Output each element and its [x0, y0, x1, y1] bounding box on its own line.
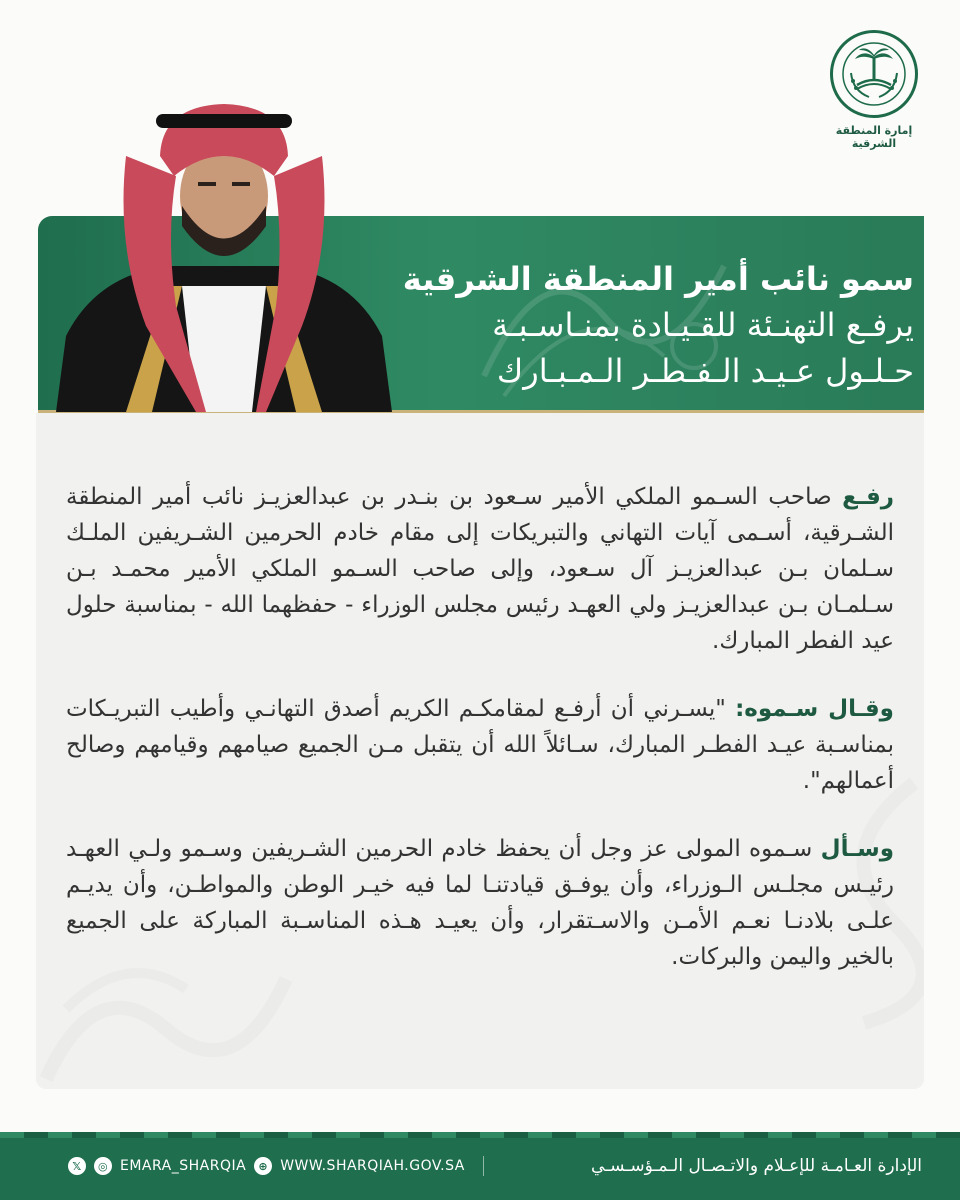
paragraph-lead: وسـأل [820, 836, 894, 862]
article-body [66, 479, 894, 1007]
paragraph-text: سـموه المولى عز وجل أن يحفظ خادم الحرمين الشـريفين وسـمو ولـي العهـد رئيـس مجلـس الـوزراء، وأن يوفـق قيادتنـا لما فيه خيـر الوطن والمواطـن، وأن يديـم علـى بلادنـا نعـم الأمـن والاسـتقرار، وأن يعيـد هـذه المناسـبة المباركة على الجميع بالخير واليمن والبركات. [66, 836, 894, 970]
paragraph-1 [66, 479, 894, 659]
x-icon[interactable]: 𝕏 [68, 1157, 86, 1175]
headline-line-1: سمو نائب أمير المنطقة الشرقية [402, 260, 914, 298]
footer-content [68, 1152, 922, 1180]
social-handle[interactable]: EMARA_SHARQIA [120, 1158, 247, 1174]
headline-line-2: يرفـع التهنـئة للقـيـادة بمنـاسـبـة [492, 306, 914, 344]
website-link[interactable]: WWW.SHARQIAH.GOV.SA [280, 1158, 465, 1174]
paragraph-3 [66, 831, 894, 975]
paragraph-text: صاحب السـمو الملكي الأمير سـعود بن بنـدر بن عبدالعزيـز نائب أمير المنطقة الشـرقية، أسـمى آيات التهاني والتبريكات إلى مقام خادم الحرمين الشـريفين الملـك سـلمان بـن عبدالعزيـز آل سـعود، وإلى صاحب السـمو الملكي الأمير محمـد بـن سـلمـان بـن عبدالعزيـز ولي العهـد رئيس مجلس الوزراء - حفظهما الله - بمناسبة حلول عيد الفطر المبارك. [66, 484, 894, 654]
emirate-logo [824, 30, 924, 150]
instagram-icon[interactable]: ◎ [94, 1157, 112, 1175]
paragraph-lead: رفـع [842, 484, 894, 510]
headline [394, 256, 914, 394]
article-card [36, 413, 924, 1089]
headline-line-3: حـلـول عـيـد الـفـطـر الـمـبـارك [496, 352, 914, 390]
footer-contacts [68, 1156, 494, 1176]
paragraph-2 [66, 691, 894, 799]
footer-pattern [0, 1132, 960, 1138]
paragraph-text: "يسـرني أن أرفـع لمقامكـم الكريم أصدق التهانـي وأطيب التبريـكات بمناسـبة عيـد الفطـر المبارك، سـائلاً الله أن يتقبل مـن الجميع صيامهم وقيامهم وصالح أعمالهم". [66, 696, 894, 794]
official-portrait [56, 96, 392, 412]
paragraph-lead: وقـال سـموه: [735, 696, 894, 722]
logo-caption: إمارة المنطقة الشرقية [835, 124, 913, 150]
globe-icon: ⊕ [254, 1157, 272, 1175]
footer-separator [483, 1156, 484, 1176]
saudi-emblem-icon [830, 30, 918, 118]
department-name: الإدارة العـامـة للإعـلام والاتـصـال الـمـؤسـسـي [591, 1156, 922, 1176]
